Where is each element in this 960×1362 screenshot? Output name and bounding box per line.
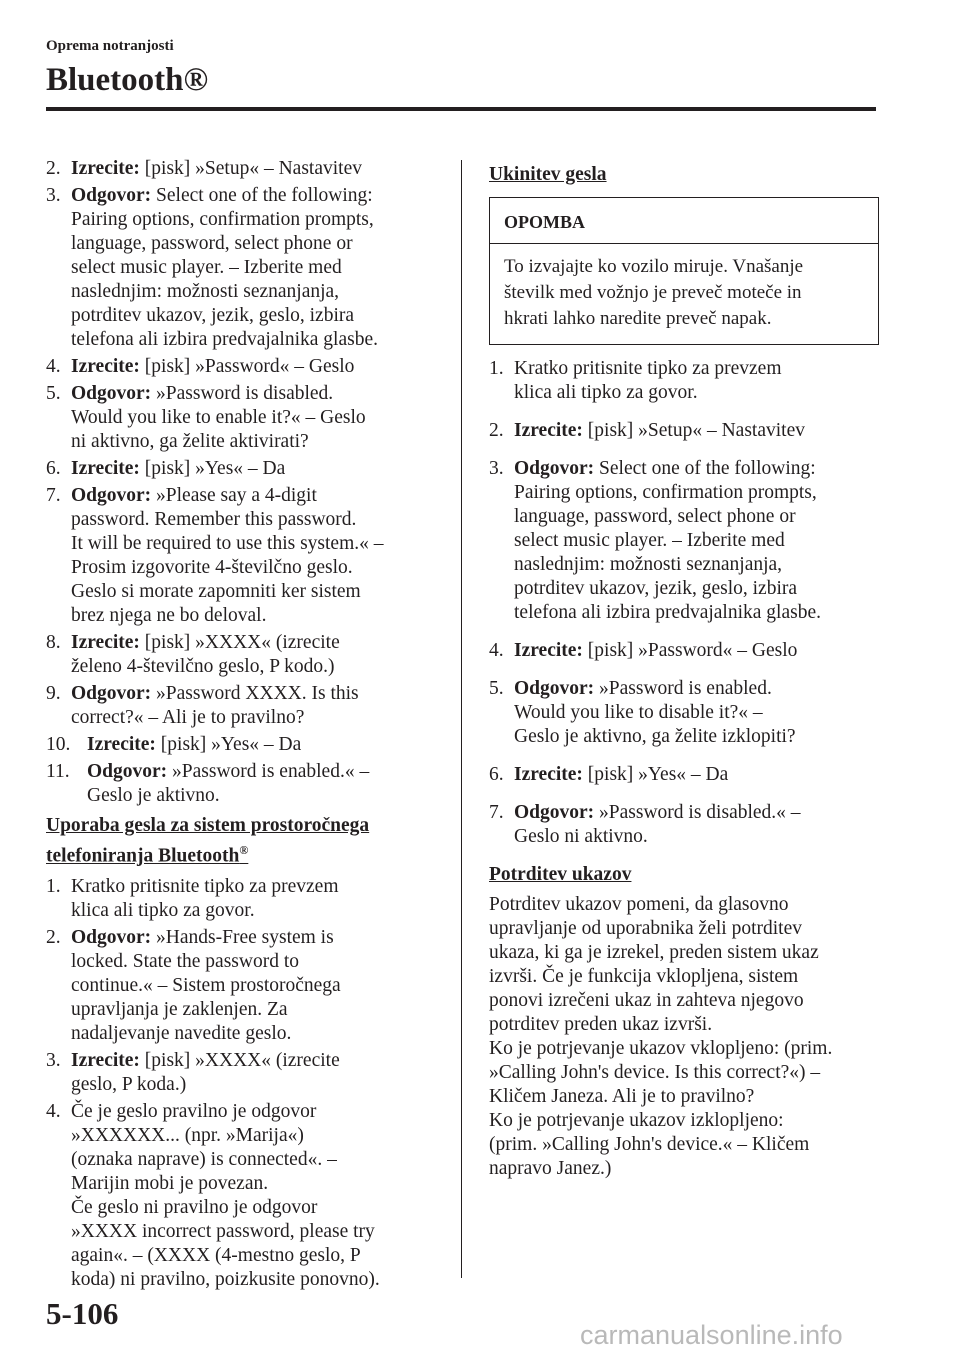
step-text: [pisk] »XXXX« (izrecite želeno 4-številčno geslo, P kodo.) (71, 632, 340, 677)
step-item (489, 639, 879, 663)
step-keyword: Odgovor: (514, 678, 595, 699)
step-item (46, 631, 446, 679)
confirmation-heading: Potrditev ukazov (489, 864, 632, 885)
step-text: Če je geslo pravilno je odgovor »XXXXXX... (npr. »Marija«) (oznaka naprave) is connected«. – Marijin mobi je povezan. Če geslo ni pravilno je odgovor »XXXX incorrect password, please try again«. – (XXXX (4-mestno geslo, P koda) ni pravilno, poizkusite ponovno). (71, 1100, 380, 1290)
step-text: »Password is disabled. Would you like to enable it?« – Geslo ni aktivno, ga želite aktivirati? (71, 383, 366, 452)
step-keyword: Odgovor: (71, 683, 152, 704)
step-number: 3. (46, 1049, 61, 1071)
step-number: 4. (46, 1100, 61, 1122)
title-rule (46, 107, 876, 111)
watermark: carmanualsonline.info (580, 1320, 843, 1350)
step-keyword: Izrecite: (71, 158, 140, 179)
step-keyword: Izrecite: (514, 640, 583, 661)
step-text: »Password is disabled.« – Geslo ni aktivno. (514, 802, 801, 847)
left-column (46, 157, 446, 1295)
step-text: Kratko pritisnite tipko za prevzem klica ali tipko za govor. (514, 358, 782, 403)
step-keyword: Izrecite: (514, 420, 583, 441)
step-number: 11. (46, 761, 70, 782)
step-text: [pisk] »Password« – Geslo (139, 356, 355, 377)
note-box (489, 197, 879, 345)
step-item (46, 760, 446, 808)
step-keyword: Izrecite: (71, 356, 140, 377)
step-item (46, 157, 446, 181)
step-number: 7. (46, 485, 61, 506)
column-divider (461, 160, 462, 1278)
password-usage-heading: Uporaba gesla za sistem prostoročnega telefoniranja Bluetooth® (46, 815, 370, 867)
step-item (46, 184, 446, 352)
step-item (489, 801, 879, 849)
step-number: 2. (46, 926, 61, 948)
step-text: [pisk] »Yes« – Da (155, 734, 302, 755)
step-keyword: Odgovor: (71, 485, 152, 506)
step-number: 4. (489, 640, 504, 661)
step-item (46, 355, 446, 379)
step-item (46, 875, 446, 923)
step-keyword: Odgovor: (71, 383, 152, 404)
step-number: 5. (489, 678, 504, 699)
step-text: [pisk] »Password« – Geslo (582, 640, 798, 661)
step-number: 3. (46, 185, 61, 206)
step-text: »Password is enabled.« – Geslo je aktivno. (87, 761, 370, 806)
right-column (489, 157, 879, 1181)
step-item (489, 419, 879, 443)
step-text: [pisk] »Yes« – Da (139, 458, 286, 479)
step-text: Kratko pritisnite tipko za prevzem klica ali tipko za govor. (71, 875, 339, 921)
step-text: »Password XXXX. Is this correct?« – Ali je to pravilno? (71, 683, 359, 728)
note-body: To izvajajte ko vozilo miruje. Vnašanje številk med vožnjo je preveč moteče in hkrati lahko naredite preveč napak. (504, 256, 804, 329)
step-keyword: Izrecite: (71, 1049, 140, 1071)
page-number: 5-106 (46, 1296, 119, 1331)
step-item (46, 457, 446, 481)
step-text: Select one of the following: Pairing options, confirmation prompts, language, password, select phone or select music player. – Izberite med naslednjim: možnosti seznanjanja, potrditev ukazov, jezik, geslo, izbira telefona ali izbira predvajalnika glasbe. (514, 458, 821, 623)
step-text: [pisk] »XXXX« (izrecite geslo, P koda.) (71, 1049, 340, 1095)
page-title: Bluetooth® (46, 62, 209, 98)
step-item (489, 357, 879, 405)
step-item (489, 677, 879, 749)
step-item (489, 457, 879, 625)
step-number: 3. (489, 458, 504, 479)
step-item (489, 763, 879, 787)
step-text: [pisk] »Setup« – Nastavitev (582, 420, 805, 441)
step-keyword: Odgovor: (71, 926, 152, 948)
left-steps-a (46, 157, 446, 808)
step-item (46, 682, 446, 730)
step-keyword: Izrecite: (514, 764, 583, 785)
step-item (46, 1100, 446, 1292)
step-text: »Please say a 4-digit password. Remember this password. It will be required to use this system.« – Prosim izgovorite 4-številčno geslo. Geslo si morate zapomniti ker sistem brez njega ne bo deloval. (71, 485, 384, 626)
step-number: 2. (46, 158, 61, 179)
step-item (46, 484, 446, 628)
step-item (46, 926, 446, 1046)
step-number: 1. (489, 358, 504, 379)
step-keyword: Izrecite: (71, 458, 140, 479)
step-text: [pisk] »Setup« – Nastavitev (139, 158, 362, 179)
left-steps-b (46, 875, 446, 1292)
step-item (46, 1049, 446, 1097)
step-text: »Password is enabled. Would you like to disable it?« – Geslo je aktivno, ga želite izklopiti? (514, 678, 796, 747)
confirmation-paragraph: Potrditev ukazov pomeni, da glasovno upravljanje od uporabnika želi potrditev ukaza, ki ga je izrekel, preden sistem ukaz izvrši. Če je funkcija vklopljena, sistem ponovi izrečeni ukaz in zahteva njegovo potrditev preden ukaz izvrši. Ko je potrjevanje ukazov vklopljeno: (prim. »Calling John's device. Is this correct?«) – Kličem Janeza. Ali je to pravilno? Ko je potrjevanje ukazov izklopljeno: (prim. »Calling John's device.« – Kličem napravo Janez.) (489, 894, 833, 1179)
cancel-password-heading: Ukinitev gesla (489, 164, 607, 185)
step-number: 9. (46, 683, 61, 704)
right-steps (489, 357, 879, 849)
step-text: Select one of the following: Pairing options, confirmation prompts, language, password, select phone or select music player. – Izberite med naslednjim: možnosti seznanjanja, potrditev ukazov, jezik, geslo, izbira telefona ali izbira predvajalnika glasbe. (71, 185, 378, 350)
step-item (46, 382, 446, 454)
step-keyword: Izrecite: (71, 632, 140, 653)
note-title: OPOMBA (490, 198, 878, 244)
step-number: 2. (489, 420, 504, 441)
step-text: »Hands-Free system is locked. State the password to continue.« – Sistem prostoročnega upravljanja je zaklenjen. Za nadaljevanje navedite geslo. (71, 926, 341, 1044)
step-keyword: Odgovor: (71, 185, 152, 206)
step-number: 8. (46, 632, 61, 653)
step-number: 6. (46, 458, 61, 479)
step-number: 7. (489, 802, 504, 823)
step-keyword: Odgovor: (514, 458, 595, 479)
step-number: 10. (46, 734, 71, 755)
section-label: Oprema notranjosti (46, 38, 174, 54)
step-number: 6. (489, 764, 504, 785)
step-keyword: Odgovor: (514, 802, 595, 823)
step-text: [pisk] »Yes« – Da (582, 764, 729, 785)
step-number: 1. (46, 875, 61, 897)
step-item (46, 733, 446, 757)
step-number: 4. (46, 356, 61, 377)
step-number: 5. (46, 383, 61, 404)
step-keyword: Odgovor: (87, 761, 168, 782)
step-keyword: Izrecite: (87, 734, 156, 755)
